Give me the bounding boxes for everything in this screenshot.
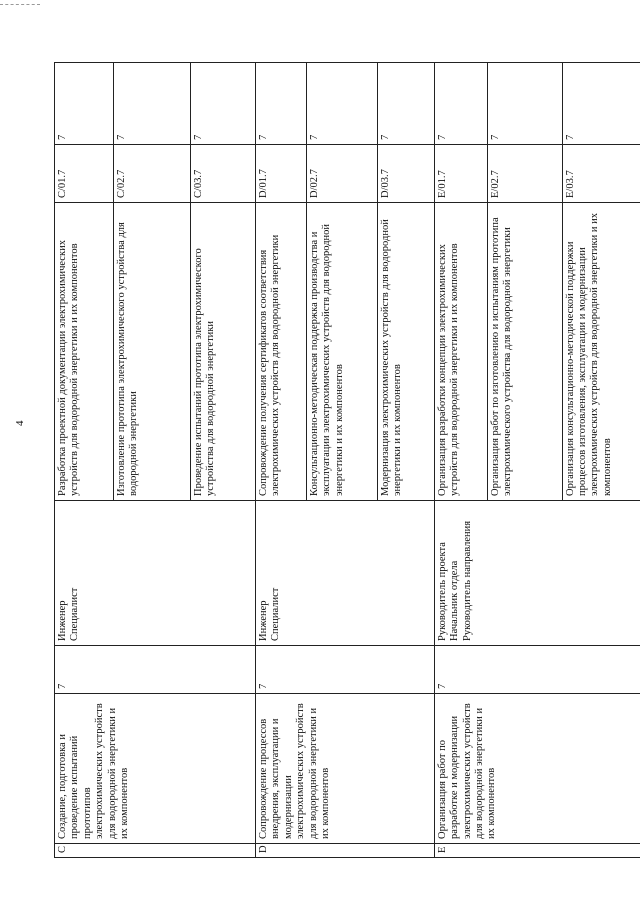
function-code-cell: C/02.7 [113, 145, 190, 203]
function-code-cell: C/03.7 [191, 145, 256, 203]
function-level-cell: 7 [306, 63, 377, 145]
function-code-cell: D/03.7 [377, 145, 434, 203]
group-name-cell: Создание, подготовка и проведение испытаний прототипов электрохимических устройств для водородной энергетики и их компонентов [55, 694, 256, 844]
group-code-cell: C [55, 844, 256, 858]
functions-table [54, 62, 640, 858]
function-level-cell: 7 [562, 63, 640, 145]
function-name-cell: Сопровождение получения сертификатов соответствия электрохимических устройств для водородной энергетики [256, 203, 307, 501]
function-level-cell: 7 [55, 63, 114, 145]
function-name-cell: Консультационно-методическая поддержка производства и эксплуатации электрохимических устройств для водородной энергетики и их компонентов [306, 203, 377, 501]
function-level-cell: 7 [487, 63, 562, 145]
function-name-cell: Изготовление прототипа электрохимического устройства для водородной энергетики [113, 203, 190, 501]
function-name-cell: Модернизация электрохимических устройств для водородной энергетики и их компонентов [377, 203, 434, 501]
group-code-cell: E [434, 844, 640, 858]
scan-artifact [0, 4, 40, 5]
function-code-cell: D/02.7 [306, 145, 377, 203]
function-code-cell: E/03.7 [562, 145, 640, 203]
function-name-cell: Разработка проектной документации электрохимических устройств для водородной энергетики и их компонентов [55, 203, 114, 501]
positions-cell: Инженер Специалист [256, 501, 435, 646]
table-row [434, 63, 487, 858]
function-name-cell: Проведение испытаний прототипа электрохимического устройства для водородной энергетики [191, 203, 256, 501]
positions-cell: Инженер Специалист [55, 501, 256, 646]
function-level-cell: 7 [191, 63, 256, 145]
function-code-cell: E/01.7 [434, 145, 487, 203]
function-level-cell: 7 [113, 63, 190, 145]
positions-cell: Руководитель проекта Начальник отдела Руководитель направления [434, 501, 640, 646]
group-name-cell: Организация работ по разработке и модернизации электрохимических устройств для водородной энергетики и их компонентов [434, 694, 640, 844]
function-code-cell: D/01.7 [256, 145, 307, 203]
function-level-cell: 7 [434, 63, 487, 145]
function-name-cell: Организация разработки концепции электрохимических устройств для водородной энергетики и их компонентов [434, 203, 487, 501]
function-level-cell: 7 [256, 63, 307, 145]
group-level-cell: 7 [55, 646, 256, 694]
table-row [55, 63, 114, 858]
rotated-page [54, 63, 640, 858]
function-level-cell: 7 [377, 63, 434, 145]
page-number: 4 [14, 420, 26, 426]
function-code-cell: C/01.7 [55, 145, 114, 203]
group-level-cell: 7 [256, 646, 435, 694]
function-name-cell: Организация консультационно-методической поддержки процессов изготовления, эксплуатации и модернизации электрохимических устройств для водородной энергетики и их компонентов [562, 203, 640, 501]
group-level-cell: 7 [434, 646, 640, 694]
group-name-cell: Сопровождение процессов внедрения, эксплуатации и модернизации электрохимических устройств для водородной энергетики и их компонентов [256, 694, 435, 844]
function-code-cell: E/02.7 [487, 145, 562, 203]
table-row [256, 63, 307, 858]
function-name-cell: Организация работ по изготовлению и испытаниям прототипа электрохимического устройства для водородной энергетики [487, 203, 562, 501]
group-code-cell: D [256, 844, 435, 858]
